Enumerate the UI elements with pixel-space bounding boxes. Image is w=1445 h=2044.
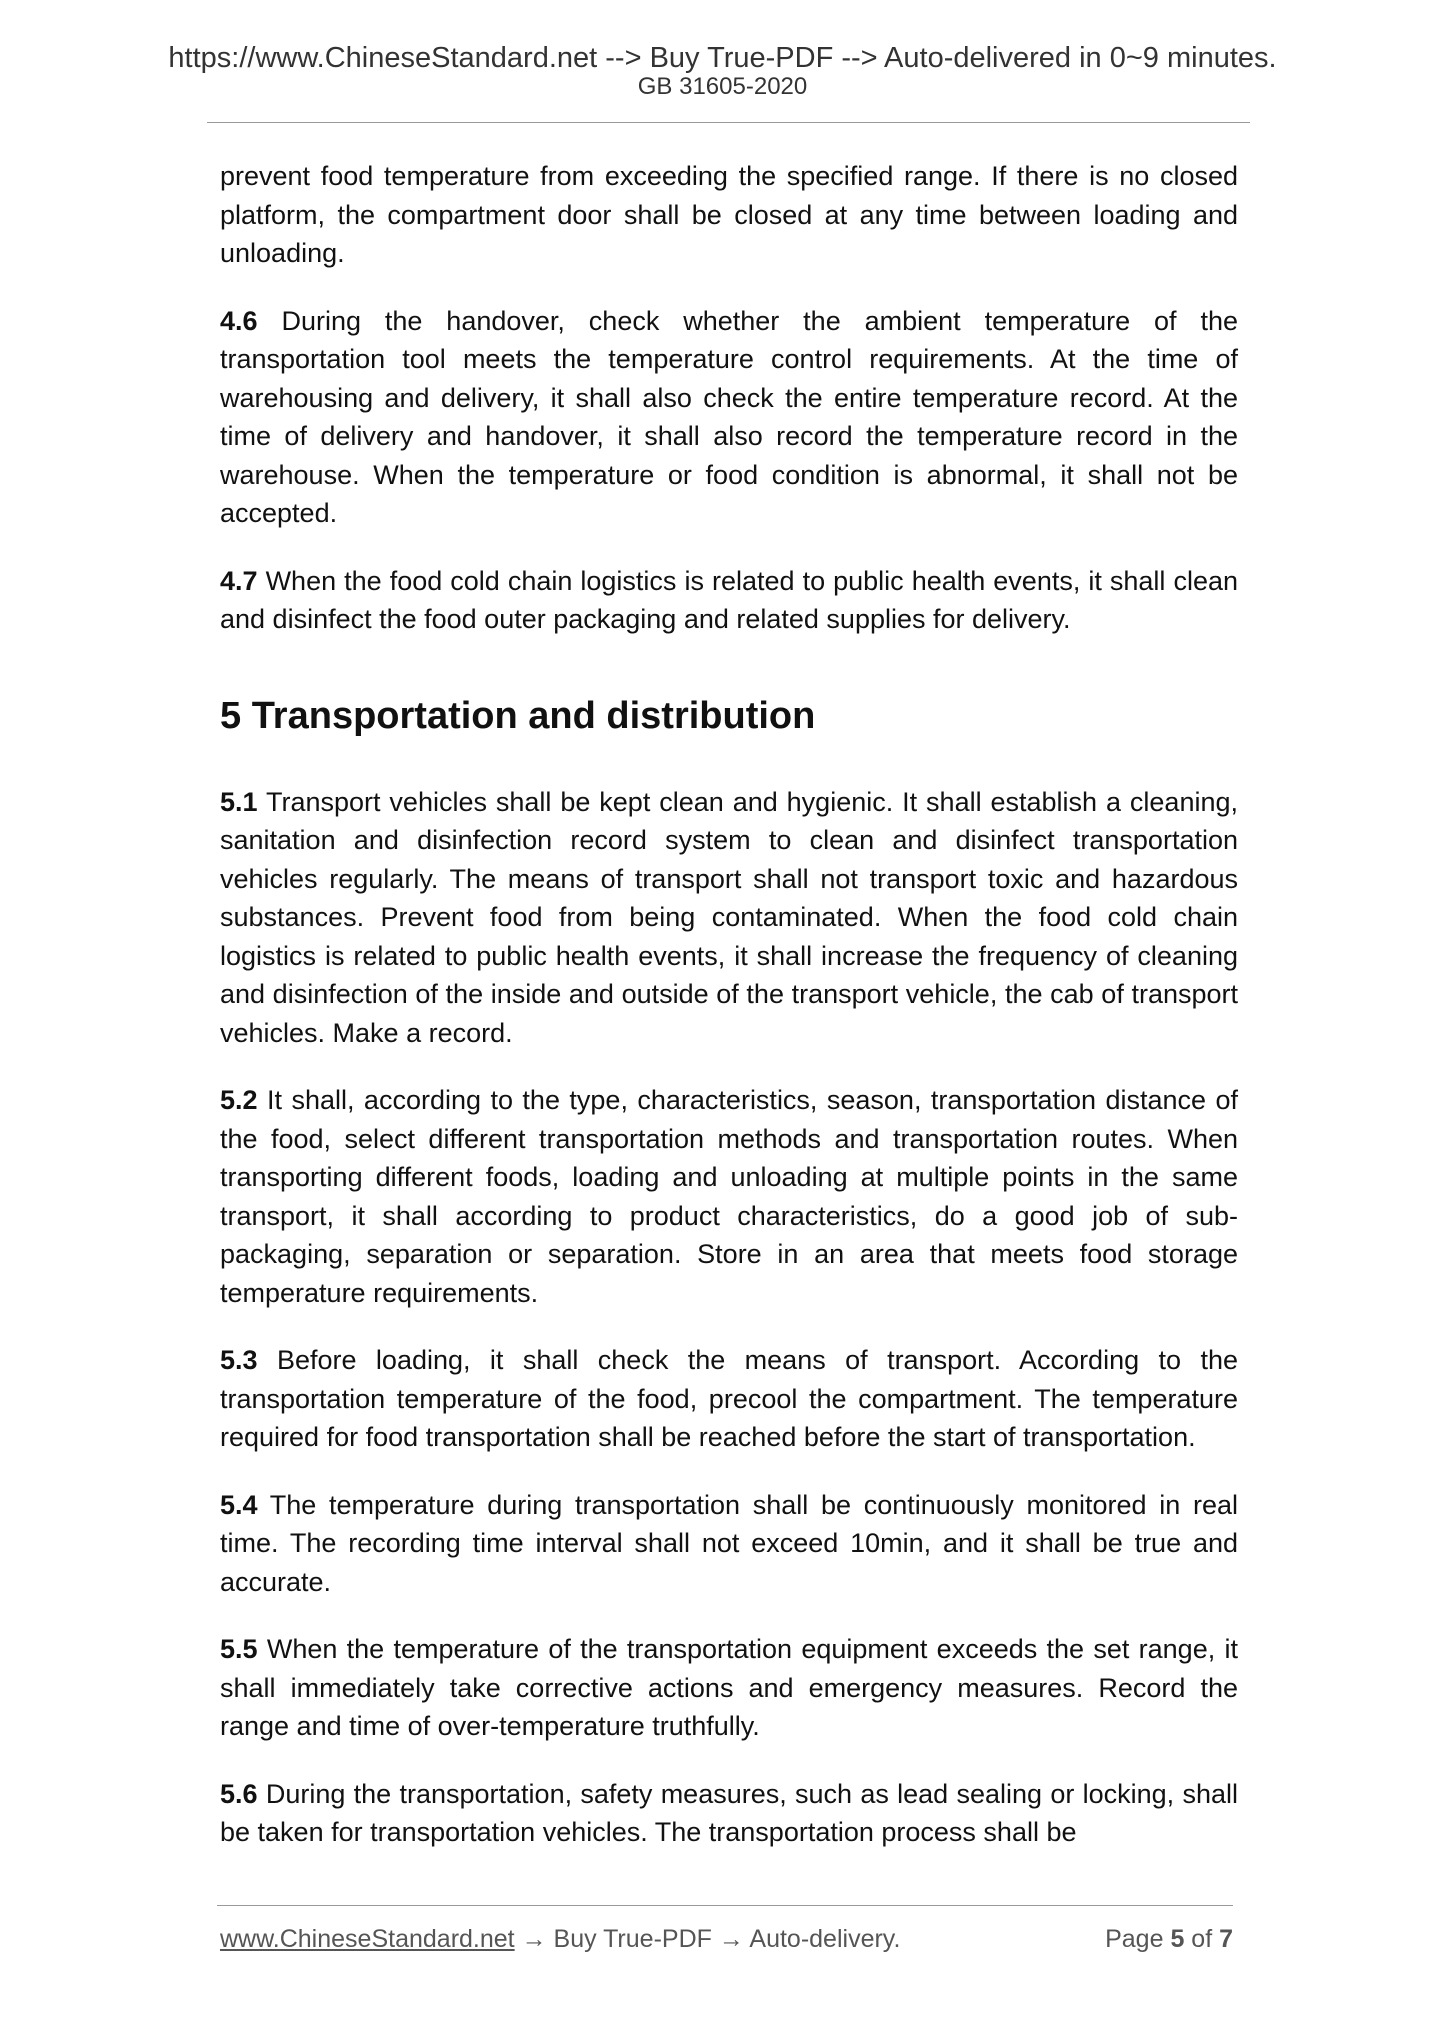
clause-text: Transport vehicles shall be kept clean and hygienic. It shall establish a cleaning, sanitation and disinfection record system to clean and disinfect transportation vehicles regularly. The means of transport shall not transport toxic and hazardous substances. Prevent food from being contaminated. When the food cold chain logistics is related to public health events, it shall increase the frequency of cleaning and disinfection of the inside and outside of the transport vehicle, the cab of transport vehicles. Make a record. [220, 786, 1238, 1048]
page-label: Page [1105, 1925, 1171, 1953]
document-code: GB 31605-2020 [637, 73, 808, 100]
clause-text: During the transportation, safety measures, such as lead sealing or locking, shall be taken for transportation vehicles. The transportation process shall be [220, 1778, 1238, 1847]
clause-5-3 [220, 1341, 1238, 1457]
clause-text: When the temperature of the transportation equipment exceeds the set range, it shall immediately take corrective actions and emergency measures. Record the range and time of over-temperature truthfully. [220, 1634, 1238, 1741]
paragraph-continuation: prevent food temperature from exceeding the specified range. If there is no closed platform, the compartment door shall be closed at any time between loading and unloading. [220, 161, 1238, 268]
clause-number: 5.4 [220, 1489, 258, 1520]
clause-number: 5.5 [220, 1634, 258, 1664]
page-indicator [1105, 1924, 1233, 1954]
clause-4-6 [220, 302, 1238, 533]
clause-4-7 [220, 562, 1238, 639]
clause-number: 5.1 [220, 786, 258, 817]
clause-number: 5.2 [220, 1085, 258, 1115]
footer-promo [220, 1924, 900, 1954]
clause-text: When the food cold chain logistics is related to public health events, it shall clean and disinfect the food outer packaging and related supplies for delivery. [220, 565, 1238, 634]
page-content [220, 157, 1238, 1881]
top-banner: https://www.ChineseStandard.net --> Buy True-PDF --> Auto-delivered in 0~9 minutes. [168, 42, 1277, 74]
clause-number: 5.3 [220, 1345, 258, 1375]
clause-number: 5.6 [220, 1778, 258, 1809]
website-link[interactable]: www.ChineseStandard.net [220, 1925, 515, 1953]
clause-5-1 [220, 783, 1238, 1053]
clause-text: Before loading, it shall check the means of transport. According to the transportation temperature of the food, precool the compartment. The temperature required for food transportation shall be reached before the start of transportation. [220, 1345, 1238, 1452]
clause-text: The temperature during transportation shall be continuously monitored in real time. The recording time interval shall not exceed 10min, and it shall be true and accurate. [220, 1489, 1238, 1597]
page-current: 5 [1170, 1925, 1185, 1953]
clause-5-4 [220, 1486, 1238, 1602]
footer-divider [217, 1905, 1233, 1906]
clause-5-6 [220, 1775, 1238, 1852]
header-divider [207, 122, 1250, 123]
clause-number: 4.6 [220, 305, 258, 336]
footer-promo-text: → Buy True-PDF → Auto-delivery. [514, 1925, 901, 1953]
clause-number: 4.7 [220, 565, 258, 596]
page-of: of [1184, 1925, 1220, 1953]
clause-text: During the handover, check whether the ambient temperature of the transportation tool meets the temperature control requirements. At the time of warehousing and delivery, it shall also check the entire temperature record. At the time of delivery and handover, it shall also record the temperature record in the warehouse. When the temperature or food condition is abnormal, it shall not be accepted. [220, 305, 1238, 528]
clause-5-2 [220, 1081, 1238, 1312]
section-heading: 5 Transportation and distribution [220, 694, 816, 737]
page-total: 7 [1219, 1925, 1233, 1953]
clause-text: It shall, according to the type, characteristics, season, transportation distance of the food, select different transportation methods and transportation routes. When transporting different foods, loading and unloading at multiple points in the same transport, it shall according to product characteristics, do a good job of sub-packaging, separation or separation. Store in an area that meets food storage temperature requirements. [220, 1085, 1238, 1308]
clause-5-5 [220, 1630, 1238, 1746]
